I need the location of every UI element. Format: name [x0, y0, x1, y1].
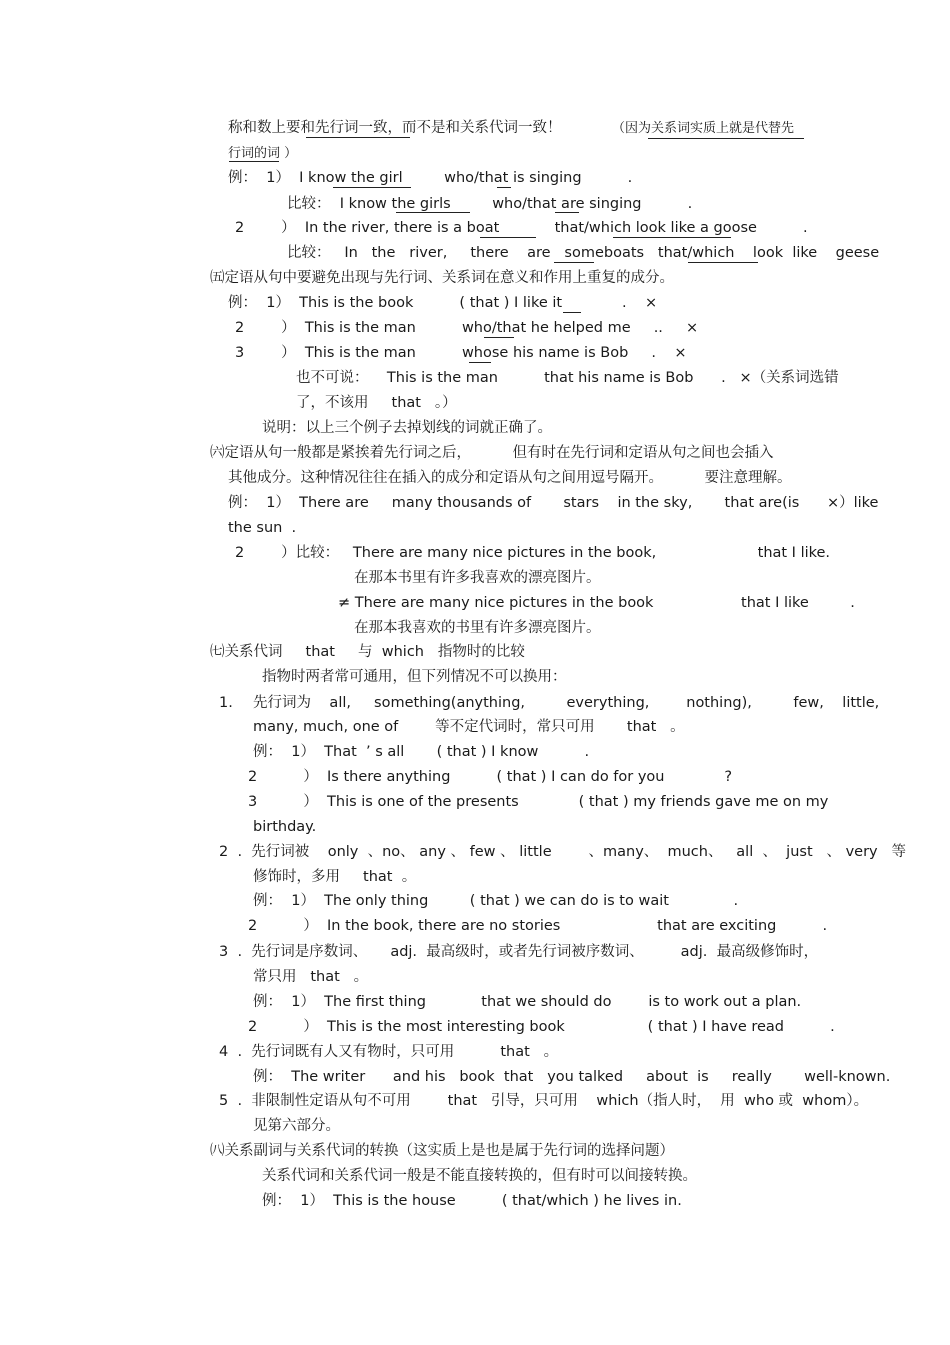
text-line: 3 ） This is the man whose his name is Bob . ×	[235, 345, 687, 361]
text-line: 例： 1） There are many thousands of stars in the sky, that are(is ×）like	[228, 495, 879, 511]
underline-rule	[229, 161, 279, 162]
text-line: 3 . 先行词是序数词、 adj. 最高级时，或者先行词被序数词、 adj. 最高级修饰时，	[219, 944, 819, 960]
underline-rule	[688, 262, 758, 263]
text-line: 2 . 先行词被 only 、no、 any 、 few 、 little 、many、 much、 all 、 just 、 very 等	[219, 844, 906, 860]
text-line: 例： 1） This is the book ( that ) I like it . ×	[228, 295, 658, 311]
text-line: 3 ） This is one of the presents ( that ) my friends gave me on my	[248, 794, 829, 810]
underline-rule	[469, 362, 491, 363]
underline-rule	[396, 212, 470, 213]
text-line: 修饰时，多用 that 。	[253, 869, 417, 885]
text-line: 例： 1） The only thing ( that ) we can do is to wait .	[253, 893, 739, 909]
underline-rule	[484, 337, 514, 338]
text-line: 了，不该用 that 。）	[296, 395, 457, 411]
text-line: 在那本我喜欢的书里有许多漂亮图片。	[354, 620, 601, 636]
text-line: 说明：以上三个例子去掉划线的词就正确了。	[262, 420, 552, 436]
text-line: 例： 1） The first thing that we should do is to work out a plan.	[253, 994, 802, 1010]
text-line: ㈧关系副词与关系代词的转换（这实质上是也是属于先行词的选择问题）	[210, 1143, 674, 1159]
text-line: 常只用 that 。	[253, 969, 369, 985]
underline-rule	[306, 137, 410, 138]
text-line: 称和数上要和先行词一致，而不是和关系代词一致！	[228, 120, 562, 136]
underline-rule	[563, 312, 581, 313]
text-line: ≠ There are many nice pictures in the book that I like .	[338, 595, 855, 611]
text-line: 例： 1） This is the house ( that/which ) he lives in.	[262, 1193, 682, 1209]
text-line: 例： 1） That ’ s all ( that ) I know .	[253, 744, 590, 760]
text-line: 关系代词和关系代词一般是不能直接转换的，但有时可以间接转换。	[262, 1168, 697, 1184]
text-line: 例： 1） I know the girl who/that is singing .	[228, 170, 633, 186]
text-line: 指物时两者常可通用，但下列情况不可以换用：	[262, 669, 567, 685]
text-line: 2 ）比较： There are many nice pictures in the book, that I like.	[235, 545, 831, 561]
underline-rule	[333, 187, 411, 188]
text-line: birthday.	[253, 819, 317, 835]
text-line: the sun .	[228, 520, 297, 536]
text-line: 也不可说： This is the man that his name is Bob . ×（关系词选错	[296, 370, 839, 386]
underline-rule	[555, 212, 579, 213]
text-line: 其他成分。这种情况往往在插入的成分和定语从句之间用逗号隔开。 要注意理解。	[228, 470, 792, 486]
text-line: 2 ） This is the most interesting book ( that ) I have read .	[248, 1019, 835, 1035]
text-line: many, much, one of 等不定代词时，常只可用 that 。	[253, 719, 685, 735]
underline-rule	[554, 262, 594, 263]
text-line: 行词的词 ）	[228, 146, 298, 161]
text-line: 4 . 先行词既有人又有物时，只可用 that 。	[219, 1044, 559, 1060]
text-line: 5 . 非限制性定语从句不可用 that 引导，只可用 which（指人时， 用 who 或 whom）。	[219, 1093, 869, 1109]
underline-rule	[613, 237, 731, 238]
underline-rule	[648, 138, 804, 139]
text-line: 2 ） Is there anything ( that ) I can do for you ?	[248, 769, 733, 785]
text-line: 比较： In the river, there are someboats that/which look like geese	[287, 245, 880, 261]
text-line: 2 ） In the book, there are no stories that are exciting .	[248, 918, 828, 934]
text-line: 先行词为 all, something(anything, everything, nothing), few, little,	[253, 695, 880, 711]
text-line: 在那本书里有许多我喜欢的漂亮图片。	[354, 570, 601, 586]
text-line: 见第六部分。	[253, 1118, 340, 1134]
text-line: 1.	[219, 695, 233, 711]
text-line: 例： The writer and his book that you talked about is really well-known.	[253, 1069, 891, 1085]
text-line: 2 ） This is the man who/that he helped me .. ×	[235, 320, 699, 336]
text-line: 2 ） In the river, there is a boat that/which look like a goose .	[235, 220, 808, 236]
text-line: ㈦关系代词 that 与 which 指物时的比较	[210, 644, 525, 660]
text-line: 比较： I know the girls who/that are singing .	[287, 196, 693, 212]
text-line: （因为关系词实质上就是代替先	[612, 121, 795, 136]
underline-rule	[480, 237, 536, 238]
underline-rule	[497, 187, 511, 188]
text-line: ㈥定语从句一般都是紧挨着先行词之后， 但有时在先行词和定语从句之间也会插入	[210, 445, 774, 461]
text-line: ㈤定语从句中要避免出现与先行词、关系词在意义和作用上重复的成分。	[210, 270, 674, 286]
